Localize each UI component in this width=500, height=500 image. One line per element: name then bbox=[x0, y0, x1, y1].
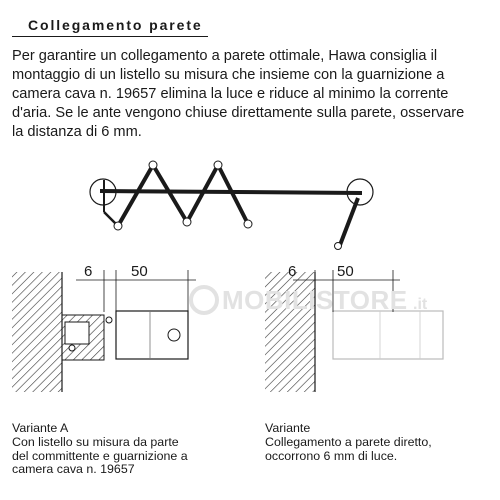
variant-b-diagram bbox=[265, 263, 443, 392]
section-title: Collegamento parete bbox=[28, 17, 203, 33]
caption-line: Collegamento a parete diretto, bbox=[265, 434, 432, 449]
dim-gap-label: 6 bbox=[288, 263, 297, 280]
hinge bbox=[335, 243, 342, 250]
intro-line: d'aria. Se le ante vengono chiuse direttamente sulla parete, osservare bbox=[12, 105, 465, 121]
wall-hatch bbox=[12, 272, 62, 392]
dim-panel-label: 50 bbox=[337, 263, 354, 280]
intro-line: la distanza di 6 mm. bbox=[12, 124, 142, 140]
hinge bbox=[183, 218, 191, 226]
intro-line: Per garantire un collegamento a parete ottimale, Hawa consiglia il bbox=[12, 48, 438, 64]
door-panel bbox=[333, 311, 443, 359]
variant-a-diagram bbox=[12, 263, 196, 392]
hinge bbox=[114, 222, 122, 230]
hinge bbox=[244, 220, 252, 228]
caption-variant-a bbox=[12, 422, 188, 477]
caption-line: Variante A bbox=[12, 421, 69, 435]
dim-gap-label: 6 bbox=[84, 263, 93, 280]
watermark-suffix: .it bbox=[413, 296, 428, 313]
intro-line: montaggio di un listello su misura che insieme con la guarnizione a bbox=[12, 67, 445, 83]
caption-line: occorrono 6 mm di luce. bbox=[265, 448, 398, 463]
hinge bbox=[214, 161, 222, 169]
caption-line: Variante bbox=[265, 421, 311, 435]
caption-line: del committente e guarnizione a bbox=[12, 448, 188, 463]
caption-line: Con listello su misura da parte bbox=[12, 434, 179, 449]
folded-panels bbox=[118, 165, 248, 226]
intro-line: camera cava n. 19657 elimina la luce e riduce al minimo la corrente bbox=[12, 86, 449, 102]
folding-door-diagram bbox=[90, 161, 373, 250]
seal-profile bbox=[65, 322, 89, 344]
gasket bbox=[69, 345, 75, 351]
panel-handle bbox=[168, 329, 180, 341]
watermark-brand: MOBILISTORE bbox=[222, 285, 408, 315]
watermark-logo bbox=[191, 285, 428, 315]
caption-variant-b bbox=[265, 422, 432, 463]
caption-line: camera cava n. 19657 bbox=[12, 462, 135, 477]
swing-panel bbox=[340, 198, 358, 245]
dim-panel-label: 50 bbox=[131, 263, 148, 280]
panel-fixing bbox=[106, 317, 112, 323]
hinge bbox=[149, 161, 157, 169]
